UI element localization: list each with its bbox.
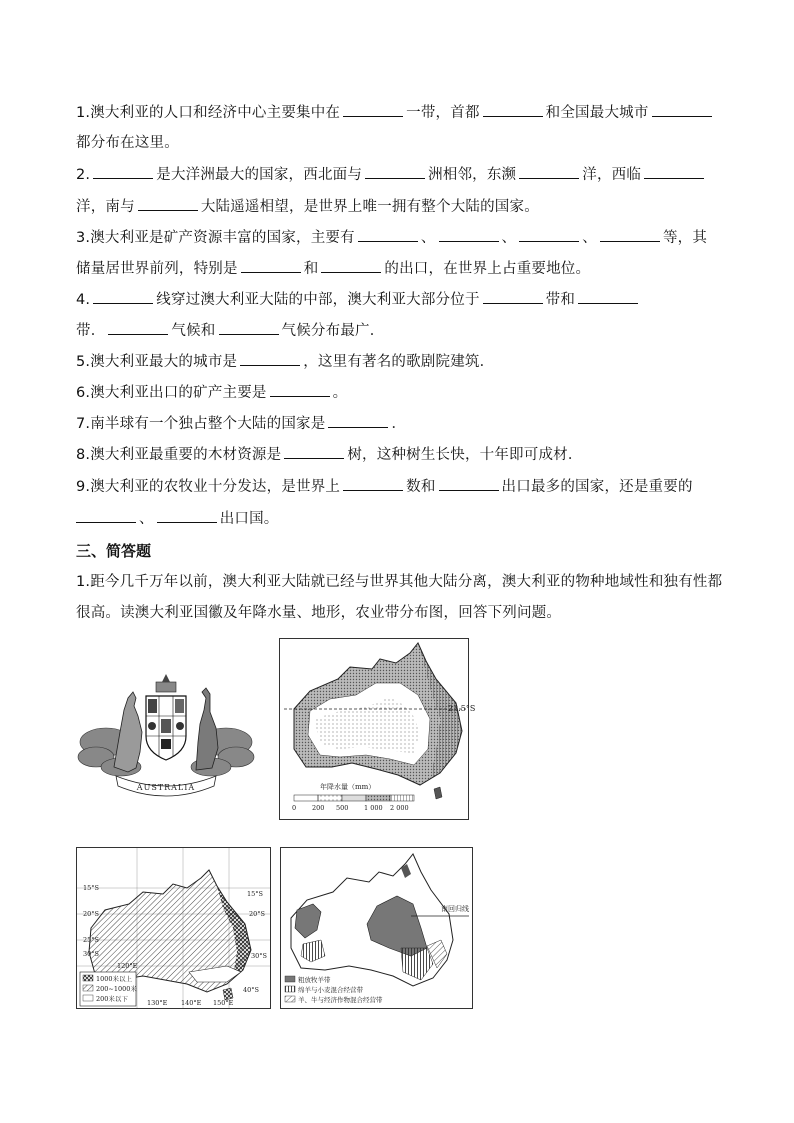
answer-blank xyxy=(439,227,499,242)
question-4-line2: 带． 气候和 气候分布最广． xyxy=(76,320,384,341)
question-1-line1: 1.澳大利亚的人口和经济中心主要集中在 一带，首都 和全国最大城市 xyxy=(76,102,715,123)
essay-question-line2: 很高。读澳大利亚国徽及年降水量、地形，农业带分布图，回答下列问题。 xyxy=(76,605,562,621)
answer-blank xyxy=(108,320,168,335)
answer-blank xyxy=(93,164,153,179)
essay-question-line1: 1.距今几千万年以前，澳大利亚大陆就已经与世界其他大陆分离，澳大利亚的物种地域性和独有性都 xyxy=(76,574,723,590)
question-1-line2: 都分布在这里。 xyxy=(76,135,179,151)
lat-label-left: 20°S xyxy=(83,910,99,918)
precip-legend-title: 年降水量（mm） xyxy=(320,783,376,791)
answer-blank xyxy=(652,102,712,117)
terrain-legend-item: 1000米以上 xyxy=(96,975,133,983)
answer-blank xyxy=(328,413,388,428)
question-9-line1: 9.澳大利亚的农牧业十分发达，是世界上 数和 出口最多的国家，还是重要的 xyxy=(76,476,693,497)
agriculture-map xyxy=(280,847,473,1009)
lat-label-right: 15°S xyxy=(247,890,263,898)
precip-tick-200: 200 xyxy=(312,804,325,812)
answer-blank xyxy=(644,164,704,179)
banner-text: AUSTRALIA xyxy=(136,783,196,792)
answer-blank xyxy=(240,351,300,366)
lat-label-left: 30°S xyxy=(83,950,99,958)
question-9-line2: 、 出口国。 xyxy=(76,508,279,529)
lon-label: 140°E xyxy=(181,999,202,1007)
coat-of-arms-figure xyxy=(76,672,256,800)
lon-label: 130°E xyxy=(147,999,168,1007)
agri-legend-item: 羊、牛与经济作物混合经营带 xyxy=(298,996,383,1004)
answer-blank xyxy=(343,476,403,491)
answer-blank xyxy=(93,289,153,304)
question-6: 6.澳大利亚出口的矿产主要是 。 xyxy=(76,382,347,403)
coat-of-arms-image xyxy=(76,672,256,800)
tropic-label: 23.5°S xyxy=(448,704,476,713)
answer-blank xyxy=(321,258,381,273)
lon-label-top: 120°E xyxy=(117,962,138,970)
lat-label-right: 30°S xyxy=(251,952,267,960)
answer-blank xyxy=(157,508,217,523)
answer-blank xyxy=(600,227,660,242)
answer-blank xyxy=(358,227,418,242)
answer-blank xyxy=(138,196,198,211)
answer-blank xyxy=(519,227,579,242)
answer-blank xyxy=(284,444,344,459)
terrain-legend-item: 200米以下 xyxy=(96,995,128,1003)
answer-blank xyxy=(519,164,579,179)
question-2-line1: 2. 是大洋洲最大的国家，西北面与 洲相邻，东濒 洋，西临 xyxy=(76,164,707,185)
answer-blank xyxy=(483,102,543,117)
precip-tick-1000: 1 000 xyxy=(364,804,383,812)
precip-tick-2000: 2 000 xyxy=(390,804,409,812)
agri-legend-item: 绵羊与小麦混合经营带 xyxy=(298,986,363,994)
precip-tick-0: 0 xyxy=(292,804,297,812)
terrain-map xyxy=(76,847,271,1009)
lon-label: 150°E xyxy=(213,999,234,1007)
question-7: 7.南半球有一个独占整个大陆的国家是 ． xyxy=(76,413,406,434)
question-5: 5.澳大利亚最大的城市是 ，这里有著名的歌剧院建筑． xyxy=(76,351,494,372)
lat-label-left: 25°S xyxy=(83,936,99,944)
tropic-label: 南回归线 xyxy=(441,905,469,913)
agri-legend-item: 粗放牧羊带 xyxy=(298,976,331,984)
answer-blank xyxy=(578,289,638,304)
question-3-line2: 储量居世界前列，特别是 和 的出口，在世界上占重要地位。 xyxy=(76,258,590,279)
section-title: 三、简答题 xyxy=(76,542,152,560)
precipitation-map xyxy=(279,638,476,820)
answer-blank xyxy=(219,320,279,335)
lat-label-right: 20°S xyxy=(249,910,265,918)
question-3-line1: 3.澳大利亚是矿产资源丰富的国家，主要有 、 、 、 等，其 xyxy=(76,227,707,248)
answer-blank xyxy=(76,508,136,523)
answer-blank xyxy=(343,102,403,117)
answer-blank xyxy=(270,382,330,397)
answer-blank xyxy=(241,258,301,273)
answer-blank xyxy=(483,289,543,304)
question-8: 8.澳大利亚最重要的木材资源是 树，这种树生长快，十年即可成材． xyxy=(76,444,583,465)
terrain-legend-item: 200~1000米 xyxy=(96,985,137,993)
question-4-line1: 4. 线穿过澳大利亚大陆的中部，澳大利亚大部分位于 带和 xyxy=(76,289,641,310)
answer-blank xyxy=(439,476,499,491)
question-2-line2: 洋，南与 大陆遥遥相望，是世界上唯一拥有整个大陆的国家。 xyxy=(76,196,539,217)
lat-label-right: 40°S xyxy=(243,986,259,994)
precip-tick-500: 500 xyxy=(336,804,349,812)
answer-blank xyxy=(365,164,425,179)
lat-label-left: 15°S xyxy=(83,884,99,892)
